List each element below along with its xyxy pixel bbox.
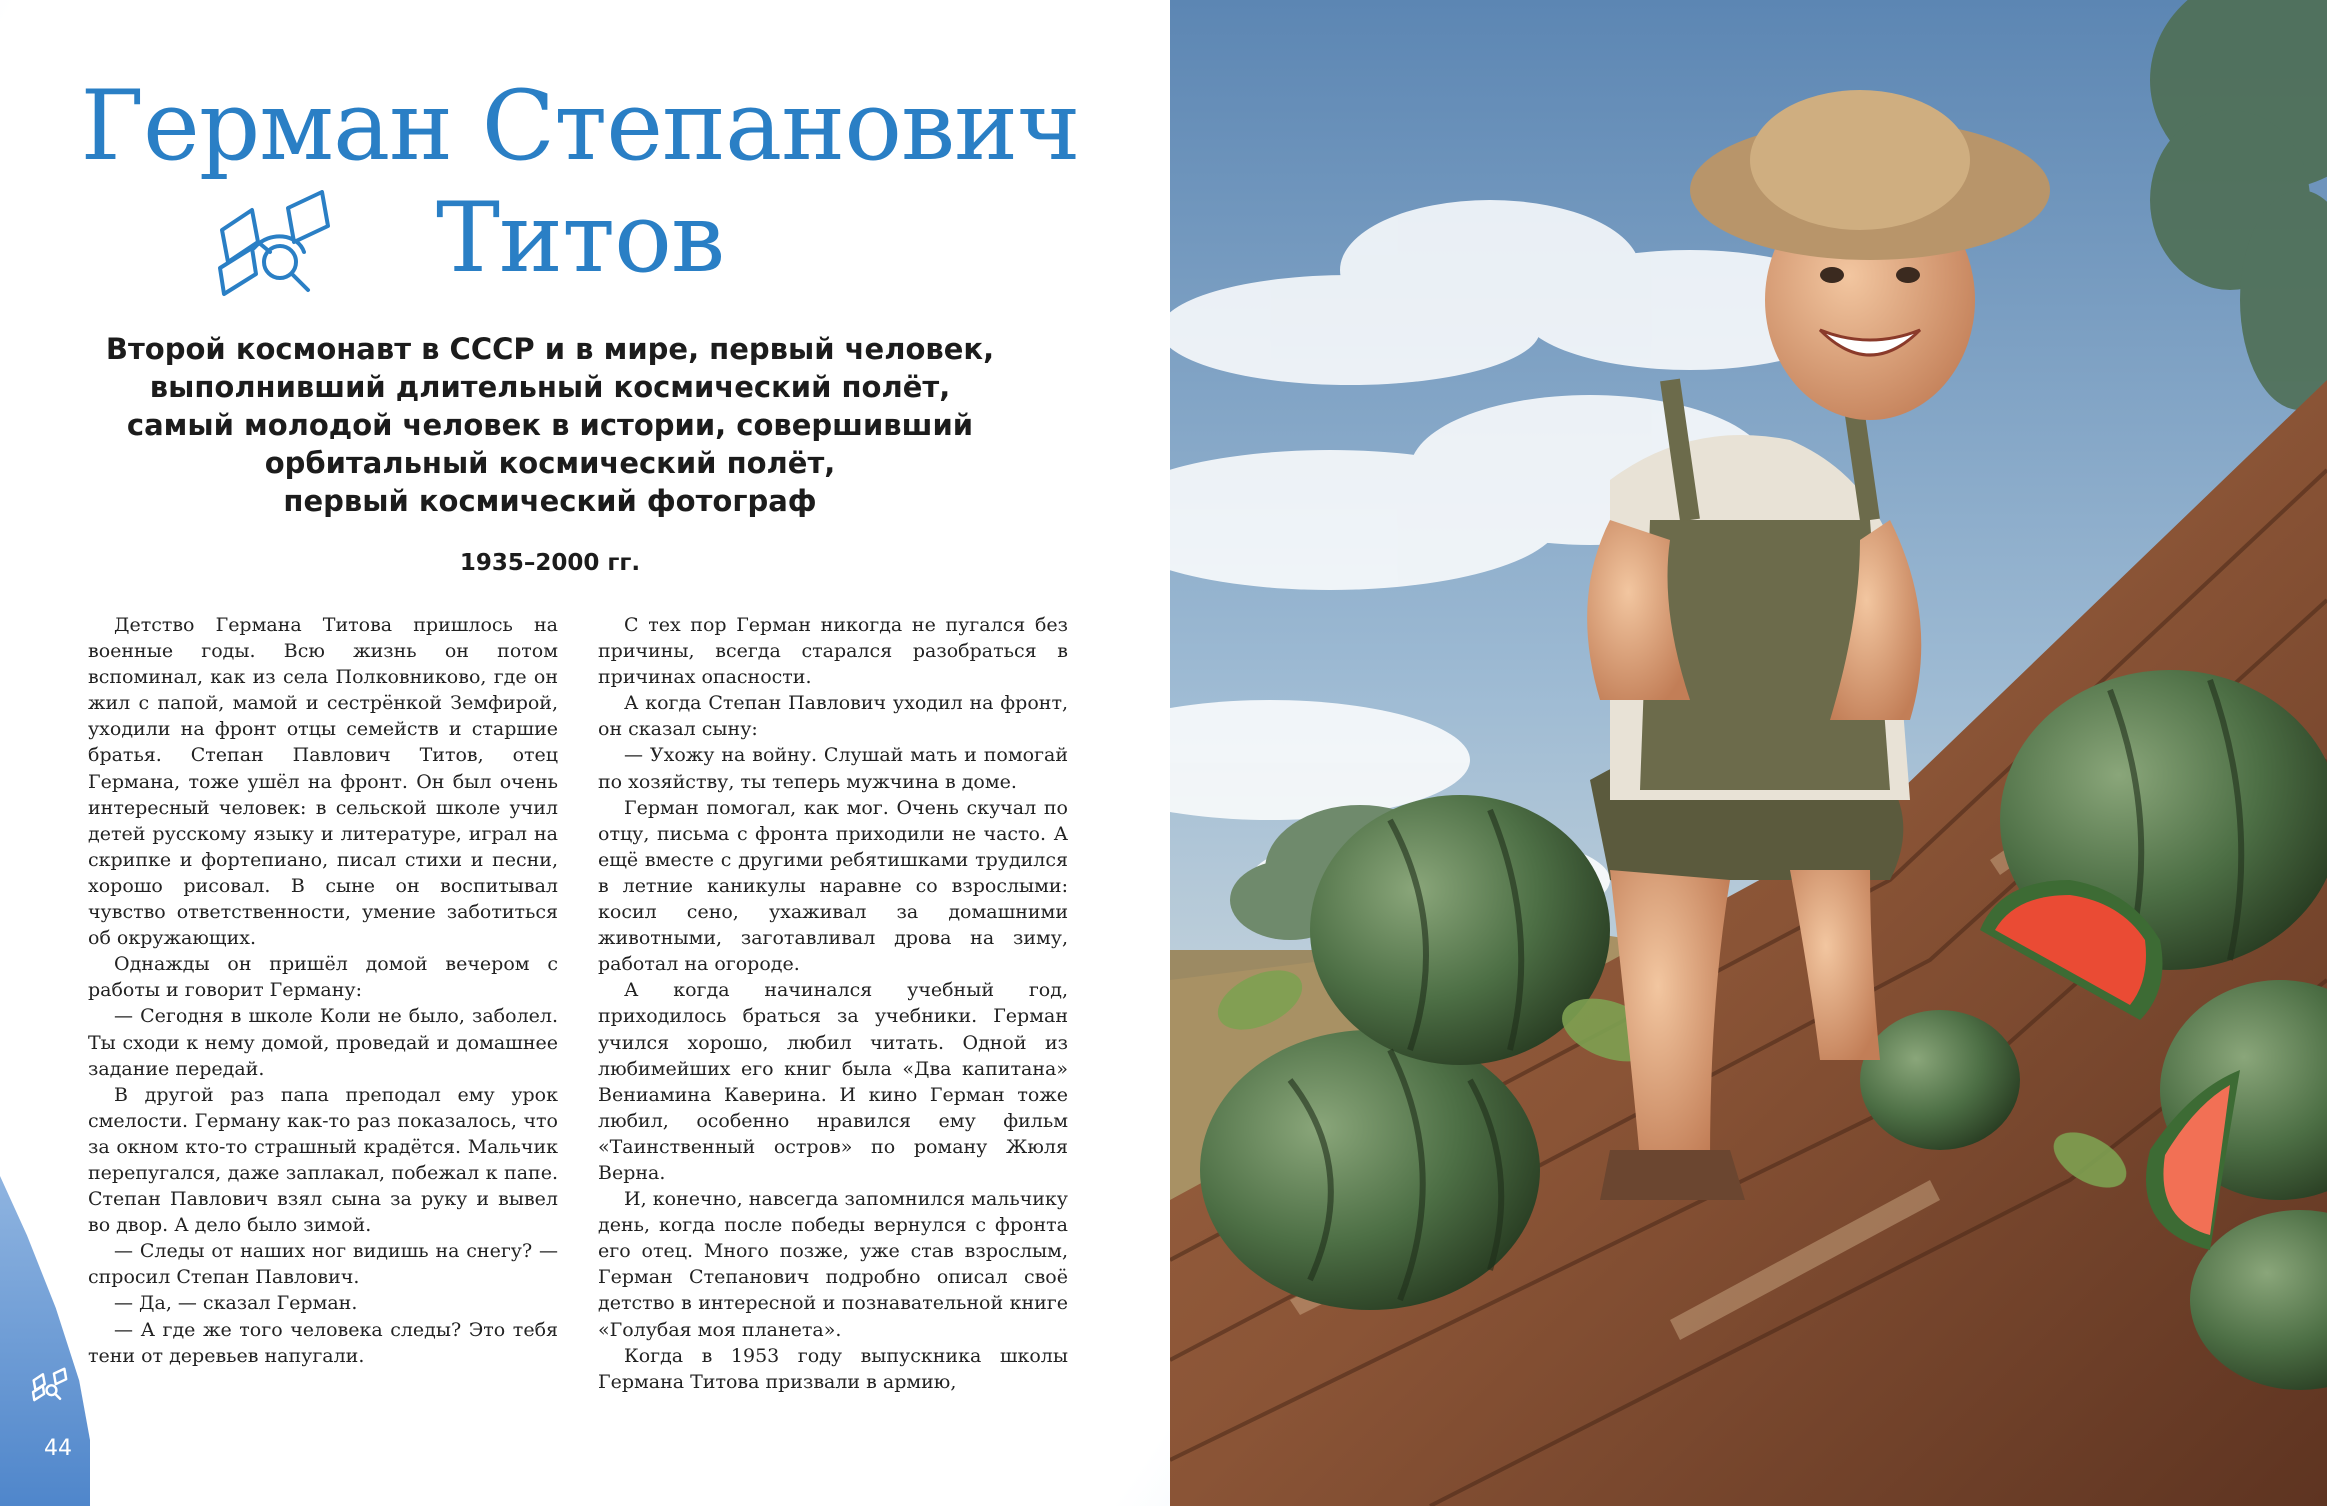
life-years: 1935–2000 гг. [459,550,641,576]
paragraph: Детство Германа Титова пришлось на военные годы. Всю жизнь он потом вспоминал, как из села Полковниково, где он жил с папой, мамой и сестрёнкой Земфирой, уходили на фронт отцы семейств и старшие братья. Степан Павлович Титов, отец Германа, тоже ушёл на фронт. Он был очень интересный человек: в сельской школе учил детей русскому языку и литературе, играл на скрипке и фортепиано, писал стихи и песни, хорошо рисовал. В сыне он воспитывал чувство ответственности, умение заботиться об окружающих. [88,614,558,950]
title-line-2: Титов [436,182,724,294]
paragraph: Когда в 1953 году выпускника школы Германа Титова призвали в армию, [598,1344,1068,1393]
paragraph: С тех пор Герман никогда не пугался без причины, всегда старался разобраться в причинах опасности. [598,614,1068,689]
illustration-boy-with-watermelons [1170,0,2327,1506]
paragraph: — Ухожу на войну. Слушай мать и помогай по хозяйству, ты теперь мужчина в доме. [598,744,1068,793]
paragraph: И, конечно, навсегда запомнился мальчику день, когда после победы вернулся с фронта его отец. Много позже, уже став взрослым, Герман Степанович подробно описал своё детство в интересной и познавательной книге «Голубая моя планета». [598,1188,1068,1341]
paragraph: — Да, — сказал Герман. [114,1292,358,1315]
subtitle [100,330,1000,520]
satellite-small-icon [30,1362,76,1408]
title-line-1: Герман Степанович [80,70,1080,182]
page-number: 44 [44,1436,72,1461]
subtitle-line: Второй космонавт в СССР и в мире, первый человек, [105,332,995,366]
subtitle-line: выполнивший длительный космический полёт, [149,370,951,404]
paragraph: — Следы от наших ног видишь на снегу? — спросил Степан Павлович. [88,1240,558,1289]
paragraph: В другой раз папа преподал ему урок смелости. Герману как-то раз показалось, что за окном кто-то страшный крадётся. Мальчик перепугался, даже заплакал, побежал к папе. Степан Павлович взял сына за руку и вывел во двор. А дело было зимой. [88,1083,558,1237]
paragraph: — Сегодня в школе Коли не было, заболел. Ты сходи к нему домой, проведай и домашнее задание передай. [88,1005,558,1080]
satellite-icon [210,190,360,300]
subtitle-line: первый космический фотограф [283,484,817,518]
paragraph: Однажды он пришёл домой вечером с работы и говорит Герману: [88,953,558,1002]
text-column-1 [88,612,558,1369]
paragraph: А когда начинался учебный год, приходилось браться за учебники. Герман учился хорошо, любил читать. Одной из любимейших его книг была «Два капитана» Вениамина Каверина. И кино Герман тоже любил, особенно нравился ему фильм «Таинственный остров» по роману Жюля Верна. [598,979,1068,1184]
subtitle-line: самый молодой человек в истории, совершивший [126,408,974,442]
paragraph: — А где же того человека следы? Это тебя тени от деревьев напугали. [88,1318,558,1367]
text-column-2 [598,612,1068,1395]
paragraph: А когда Степан Павлович уходил на фронт, он сказал сыну: [598,692,1068,741]
subtitle-line: орбитальный космический полёт, [264,446,836,480]
paragraph: Герман помогал, как мог. Очень скучал по отцу, письма с фронта приходили не часто. А ещё вместе с другими ребятишками трудился в летние каникулы наравне со взрослыми: косил сено, ухаживал за домашними животными, заготавливал дрова на зиму, работал на огороде. [598,796,1068,976]
